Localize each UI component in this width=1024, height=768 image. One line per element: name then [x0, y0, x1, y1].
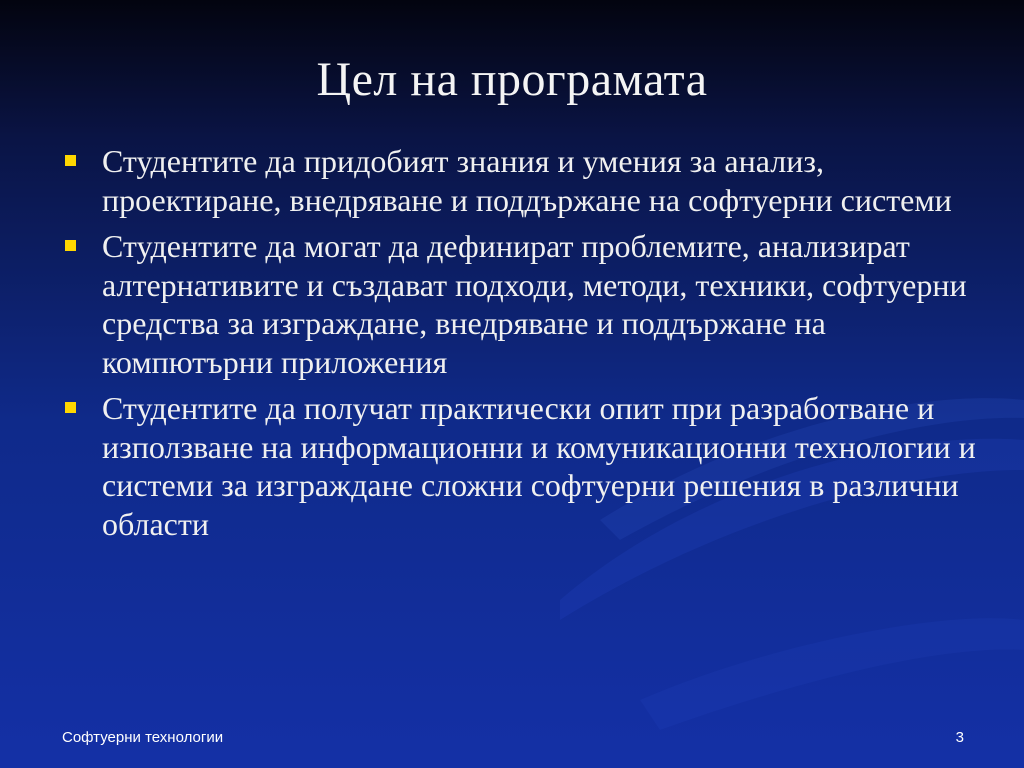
bullet-text: Студентите да придобият знания и умения за анализ, проектиране, внедряване и поддържане на софтуерни системи — [102, 143, 952, 218]
bullet-item — [62, 227, 992, 381]
slide-number: 3 — [955, 729, 964, 746]
bullet-text: Студентите да получат практически опит при разработване и използване на информационни и комуникационни технологии и системи за изграждане сложни софтуерни решения в различни области — [102, 390, 976, 542]
bullet-item — [62, 142, 992, 219]
square-bullet-icon — [65, 240, 76, 251]
square-bullet-icon — [65, 402, 76, 413]
bullet-list — [62, 142, 992, 551]
bullet-item — [62, 389, 992, 543]
bullet-text: Студентите да могат да дефинират проблемите, анализират алтернативите и създават подходи, методи, техники, софтуерни средства за изграждане, внедряване и поддържане на компютърни приложения — [102, 228, 967, 380]
slide-title: Цел на програмата — [316, 53, 708, 106]
footer-course-name: Софтуерни технологии — [62, 729, 224, 746]
square-bullet-icon — [65, 155, 76, 166]
